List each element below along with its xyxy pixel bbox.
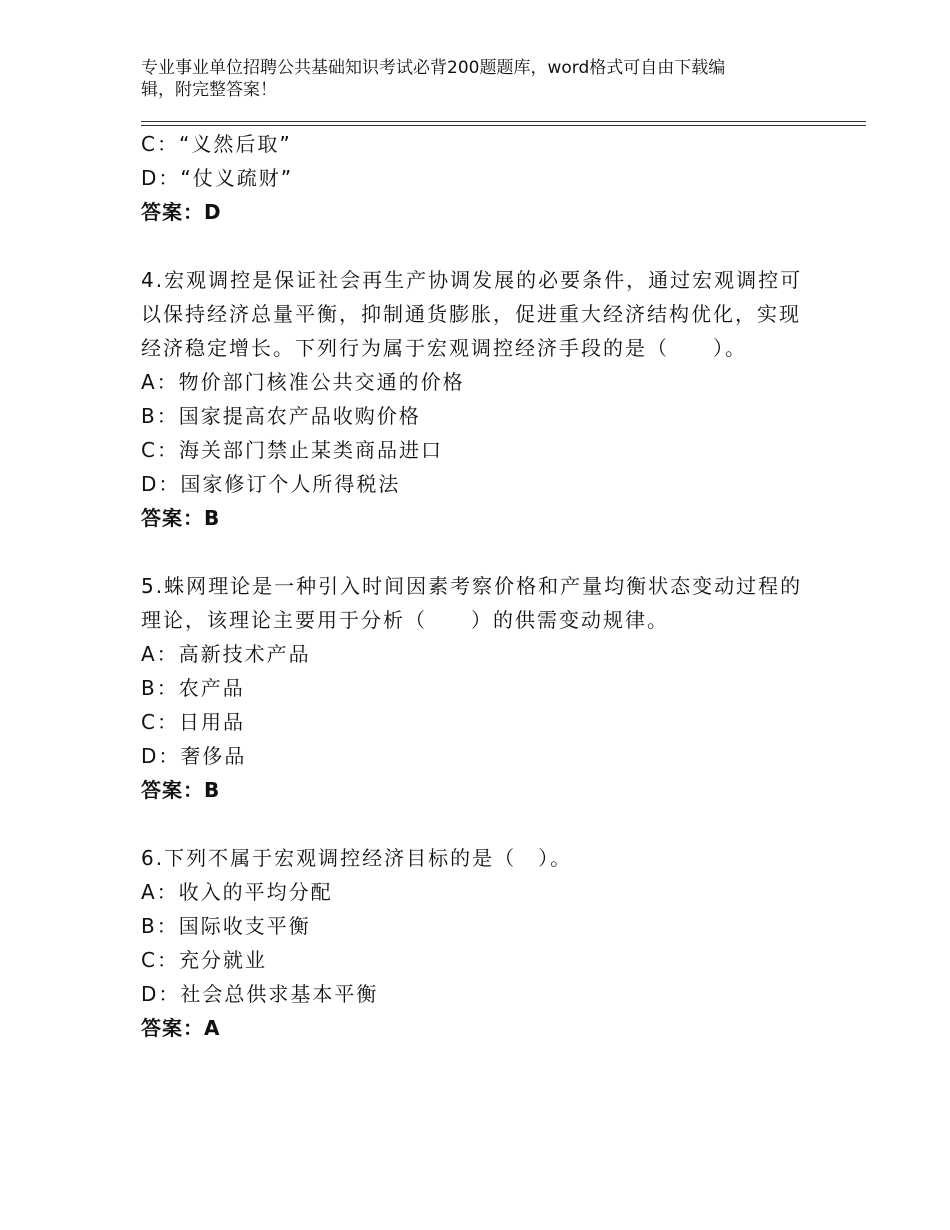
answer-line: 答案：D bbox=[141, 200, 222, 224]
option-c: C：日用品 bbox=[141, 710, 245, 734]
previous-question-tail bbox=[141, 127, 821, 229]
option-d: D：“仗义疏财” bbox=[141, 166, 294, 190]
option-a: A：高新技术产品 bbox=[141, 642, 311, 666]
option-b: B：国际收支平衡 bbox=[141, 914, 311, 938]
question-5 bbox=[141, 569, 821, 807]
page-header bbox=[141, 57, 801, 101]
option-b: B：国家提高农产品收购价格 bbox=[141, 404, 421, 428]
question-text: 经济稳定增长。下列行为属于宏观调控经济手段的是（ ）。 bbox=[141, 336, 747, 360]
header-divider bbox=[141, 121, 866, 122]
spacer bbox=[141, 229, 821, 263]
spacer bbox=[141, 807, 821, 841]
option-d: D：国家修订个人所得税法 bbox=[141, 472, 401, 496]
option-a: A：物价部门核准公共交通的价格 bbox=[141, 370, 465, 394]
question-text: 以保持经济总量平衡，抑制通货膨胀，促进重大经济结构优化，实现 bbox=[141, 302, 801, 326]
header-divider bbox=[141, 125, 866, 126]
answer-line: 答案：B bbox=[141, 506, 221, 530]
option-d: D：社会总供求基本平衡 bbox=[141, 982, 379, 1006]
option-c: C：“义然后取” bbox=[141, 132, 292, 156]
header-line: 辑，附完整答案！ bbox=[141, 80, 277, 100]
option-c: C：海关部门禁止某类商品进口 bbox=[141, 438, 443, 462]
answer-line: 答案：A bbox=[141, 1016, 221, 1040]
option-b: B：农产品 bbox=[141, 676, 245, 700]
question-4 bbox=[141, 263, 821, 535]
document-body bbox=[141, 127, 821, 1045]
spacer bbox=[141, 535, 821, 569]
question-text: 理论，该理论主要用于分析（ ）的供需变动规律。 bbox=[141, 608, 669, 632]
question-6 bbox=[141, 841, 821, 1045]
question-text: 6.下列不属于宏观调控经济目标的是（ ）。 bbox=[141, 846, 573, 870]
question-text: 5.蛛网理论是一种引入时间因素考察价格和产量均衡状态变动过程的 bbox=[141, 574, 803, 598]
option-d: D：奢侈品 bbox=[141, 744, 247, 768]
answer-line: 答案：B bbox=[141, 778, 221, 802]
option-a: A：收入的平均分配 bbox=[141, 880, 333, 904]
header-line: 专业事业单位招聘公共基础知识考试必背200题题库，word格式可自由下载编 bbox=[141, 58, 726, 78]
option-c: C：充分就业 bbox=[141, 948, 267, 972]
question-text: 4.宏观调控是保证社会再生产协调发展的必要条件，通过宏观调控可 bbox=[141, 268, 803, 292]
